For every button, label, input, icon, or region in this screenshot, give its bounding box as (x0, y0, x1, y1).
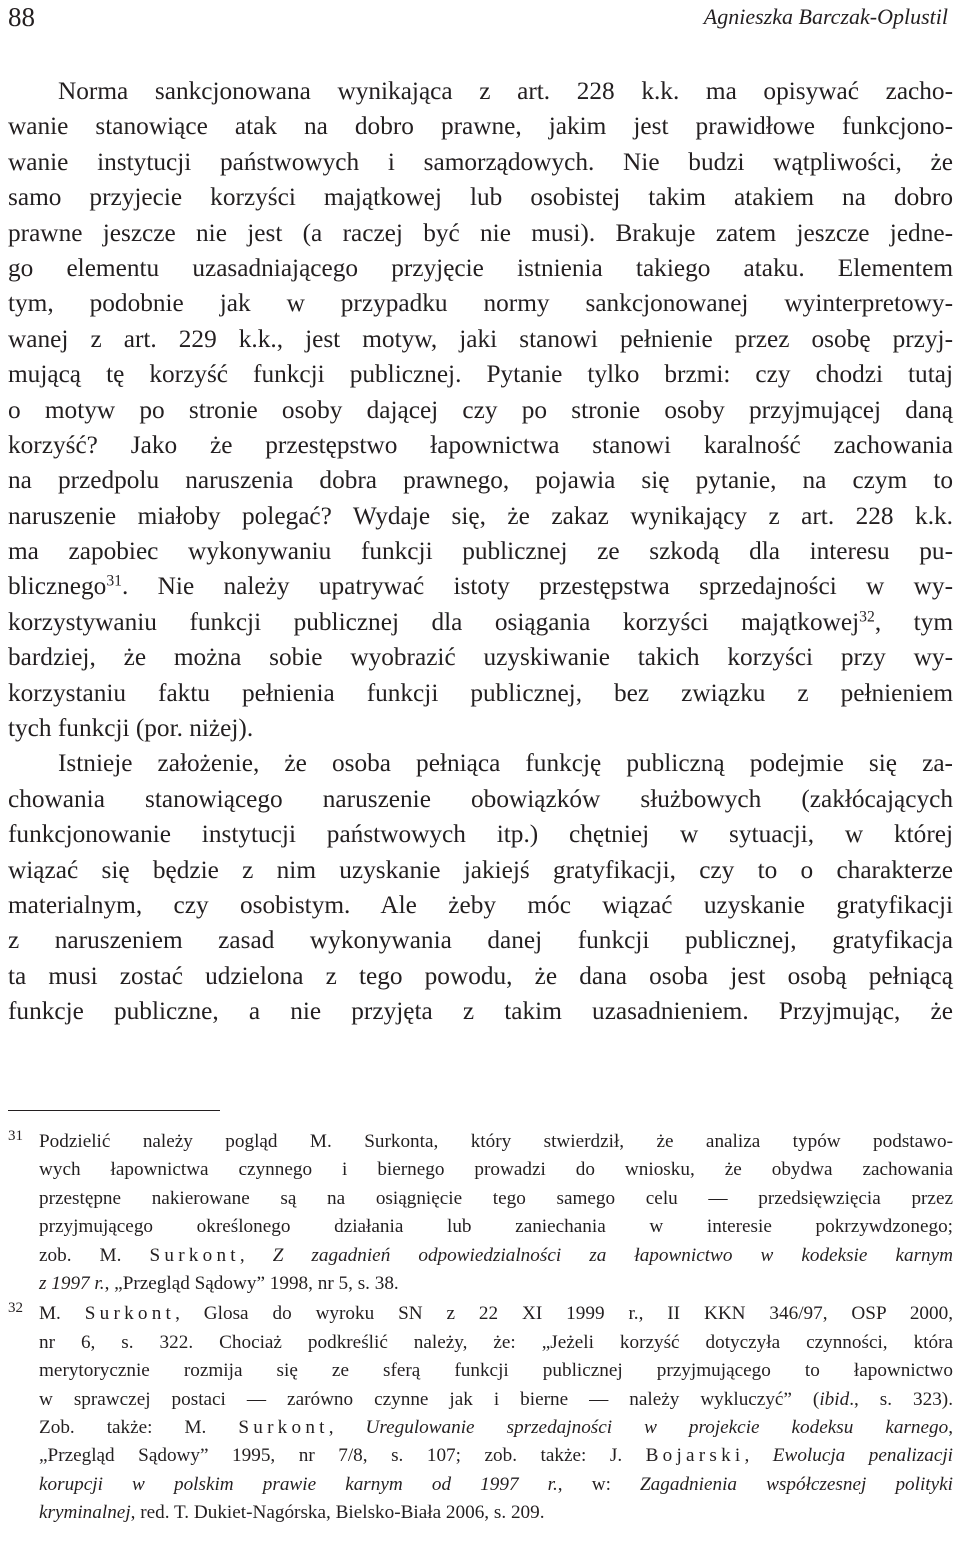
footnote-32 (8, 1300, 953, 1527)
text-line: tym, podobnie jak w przypadku normy sankcjonowanej wyinterpretowy- (8, 289, 953, 318)
text-fragment: Zob. także: M. (39, 1416, 239, 1438)
text-line: bardziej, że można sobie wyobrazić uzyskiwanie takich korzyści przy wy- (8, 643, 953, 672)
text-line: wanie instytucji państwowych i samorządowych. Nie budzi wątpliwości, że (8, 147, 953, 176)
text-line: Norma sankcjonowana wynikająca z art. 228 k.k. ma opisywać zacho- (58, 77, 953, 105)
footnotes (8, 1128, 953, 1527)
footnote-line: przestępne nakierowane są na osiągnięcie tego samego celu — przedsięwzięcia przez (39, 1187, 953, 1209)
text-line: chowania stanowiącego naruszenie obowiązków służbowych (zakłócających (8, 784, 953, 813)
text-line: ma zapobiec wykonywaniu funkcji publicznej ze szkodą dla interesu pu- (8, 537, 953, 566)
text-line: Istnieje założenie, że osoba pełniąca funkcję publiczną podejmie się za- (58, 749, 953, 778)
text-fragment: , „Przegląd Sądowy” 1998, nr 5, s. 38. (104, 1272, 399, 1294)
footnote-separator (8, 1110, 220, 1111)
footnote-line: przyjmującego określonego działania lub zaniechania w interesie pokrzywdzonego; (39, 1216, 953, 1238)
footnote-line: wych łapownictwa czynnego i biernego prowadzi do wniosku, że obydwa zachowania (39, 1159, 953, 1181)
text-line: materialnym, czy osobistym. Ale żeby móc wiązać uzyskanie gratyfikacji (8, 890, 953, 919)
cited-title: Z zagadnień odpowiedzialności za łapownictwo w kodeksie karnym (272, 1244, 954, 1266)
text-fragment: zob. M. (39, 1244, 150, 1266)
text-line: samo przyjecie korzyści majątkowej lub osobistej takim atakiem na dobro (8, 183, 953, 212)
text-fragment: , Glosa do wyroku SN z 22 XI 1999 r., II KKN 346/97, OSP 2000, (175, 1303, 953, 1325)
author-name-spaced: Surkont (238, 1416, 329, 1438)
text-fragment: , (744, 1445, 773, 1467)
text-fragment: , w: (557, 1473, 641, 1495)
text-fragment: . Nie należy upatrywać istoty przestępstwa sprzedajności w wy- (122, 572, 953, 601)
main-text (8, 74, 953, 1030)
footnote-ref[interactable]: 31 (106, 572, 123, 590)
text-line: tych funkcji (por. niżej). (8, 714, 254, 743)
text-fragment: , red. T. Dukiet-Nagórska, Bielsko-Biała 2006, s. 209. (130, 1502, 545, 1524)
footnote-line: Podzielić należy pogląd M. Surkonta, który stwierdził, że analiza typów podstawo- (39, 1131, 953, 1152)
author-name-spaced: Bojarski (645, 1445, 745, 1467)
footnote-line: merytorycznie rozmija się ze sferą funkcji publicznej przyjmującego to łapownictwo (39, 1360, 953, 1382)
footnote-line: nr 6, s. 322. Chociaż podkreślić należy, że: „Jeżeli korzyść dotyczyła czynności, która (39, 1331, 953, 1353)
footnote-line (8, 1442, 953, 1470)
text-line: na przedpolu naruszenia dobra prawnego, pojawia się pytanie, na czym to (8, 466, 953, 495)
footnote-number: 31 (8, 1128, 23, 1144)
text-line: mującą tę korzyść funkcji publicznej. Pytanie tylko brzmi: czy chodzi tutaj (8, 360, 953, 389)
running-header-author: Agnieszka Barczak-Oplustil (703, 4, 948, 29)
cited-title: z 1997 r. (39, 1272, 105, 1294)
footnote-line (8, 1386, 953, 1414)
text-fragment: blicznego (8, 572, 107, 601)
text-line: wiązać się będzie z nim uzyskanie jakiejś gratyfikacji, czy to o charakterze (8, 855, 953, 884)
footnote-ref[interactable]: 32 (859, 608, 875, 626)
text-line: o motyw po stronie osoby dającej czy po stronie osoby przyjmującej daną (8, 395, 953, 424)
cited-title: Uregulowanie sprzedajności w projekcie kodeksu karnego (365, 1416, 949, 1438)
text-line (8, 605, 953, 640)
text-line: funkcje publiczne, a nie przyjęta z takim uzasadnieniem. Przyjmując, że (8, 997, 953, 1026)
text-fragment: , (948, 1416, 954, 1438)
footnote-line (8, 1300, 953, 1328)
text-line: go elementu uzasadniającego przyjęcie istnienia takiego ataku. Elementem (8, 253, 953, 282)
text-line (8, 569, 953, 604)
text-fragment: M. (39, 1303, 85, 1325)
text-line: funkcjonowanie instytucji państwowych itp.) chętniej w sytuacji, w której (8, 820, 953, 849)
text-line: naruszenie miałoby polegać? Wydaje się, że zakaz wynikający z art. 228 k.k. (8, 501, 953, 530)
footnote-line (8, 1414, 953, 1442)
text-line: z naruszeniem zasad wykonywania danej funkcji publicznej, gratyfikacja (8, 926, 953, 955)
cited-title: kryminalnej (39, 1502, 131, 1524)
text-fragment: ., s. 323). (849, 1388, 953, 1410)
footnote-line (8, 1270, 953, 1298)
text-line: ta musi zostać udzielona z tego powodu, że dana osoba jest osobą pełniącą (8, 961, 953, 990)
text-fragment: w sprawczej postaci — zarówno czynne jak i bierne — należy wykluczyć” ( (39, 1388, 820, 1410)
cited-title: ibid (819, 1388, 850, 1410)
text-fragment: „Przegląd Sądowy” 1995, nr 7/8, s. 107; zob. także: J. (39, 1445, 646, 1467)
footnote-31 (8, 1128, 953, 1298)
footnote-line (8, 1242, 953, 1270)
footnote-line (8, 1471, 953, 1499)
text-line: prawne jeszcze nie jest (a raczej być nie musi). Brakuje zatem jeszcze jedne- (8, 218, 953, 247)
page-number: 88 (8, 2, 35, 32)
author-name-spaced: Surkont (84, 1303, 176, 1325)
footnote-line (8, 1499, 953, 1527)
footnote-number: 32 (8, 1300, 23, 1317)
text-fragment: , (239, 1244, 273, 1266)
cited-title: Zagadnienia współczesnej polityki (640, 1473, 953, 1495)
author-name-spaced: Surkont (149, 1244, 240, 1266)
text-fragment: , (328, 1416, 366, 1438)
cited-title: korupcji w polskim prawie karnym od 1997 r. (39, 1473, 558, 1495)
text-line: wanie stanowiące atak na dobro prawne, jakim jest prawidłowe funkcjono- (8, 112, 953, 141)
text-line: korzyść? Jako że przestępstwo łapownictwa stanowi karalność zachowania (8, 430, 953, 459)
text-fragment: , tym (874, 607, 953, 636)
text-line: wanej z art. 229 k.k., jest motyw, jaki stanowi pełnienie przez osobę przyj- (8, 324, 953, 353)
text-line: korzystaniu faktu pełnienia funkcji publicznej, bez związku z pełnieniem (8, 678, 953, 707)
text-fragment: korzystywaniu funkcji publicznej dla osiągania korzyści majątkowej (8, 607, 860, 636)
cited-title: Ewolucja penalizacji (772, 1445, 953, 1467)
